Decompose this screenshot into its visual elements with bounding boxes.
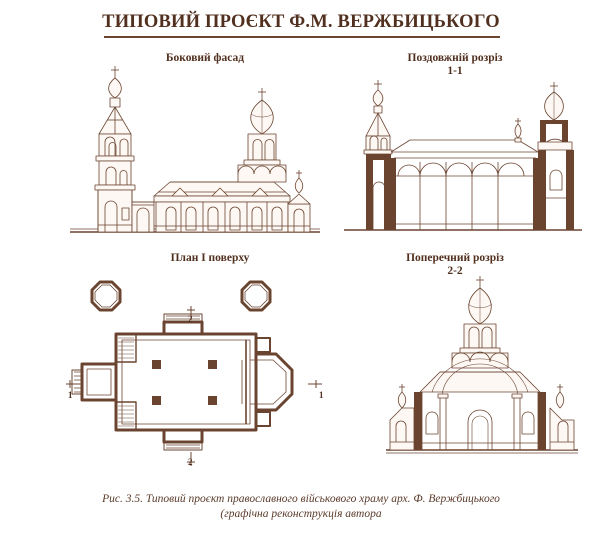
page-title: ТИПОВИЙ ПРОЄКТ Ф.М. ВЕРЖБИЦЬКОГО [102, 12, 500, 32]
page-title-wrap [0, 12, 602, 36]
caption-longitudinal-line1: Поздовжній розріз [407, 52, 503, 64]
plan-section-mark-left: 1 [68, 390, 73, 400]
caption-cross-line2: 2-2 [447, 265, 463, 277]
figure-caption-line2: (графічна реконструкція автора [220, 508, 382, 520]
drawing-floor-plan [60, 272, 330, 472]
figure-caption [40, 492, 562, 522]
drawing-side-facade [62, 62, 327, 244]
caption-longitudinal-section [355, 52, 555, 78]
plan-section-mark-right: 1 [319, 390, 324, 400]
drawing-cross-section [380, 272, 585, 472]
figure-caption-line1: Рис. 3.5. Типовий проєкт православного військового храму арх. Ф. Вержбицького [102, 493, 500, 505]
drawing-longitudinal-section [342, 78, 590, 244]
plan-section-mark-bottom: 2 [188, 457, 193, 467]
caption-side-facade: Боковий фасад [165, 52, 245, 64]
caption-cross-line1: Поперечний розріз [406, 252, 504, 264]
caption-longitudinal-line2: 1-1 [447, 65, 463, 77]
plan-section-mark-top: 2 [188, 314, 193, 324]
caption-floor-plan: План I поверху [170, 252, 250, 264]
title-underline [104, 36, 500, 38]
